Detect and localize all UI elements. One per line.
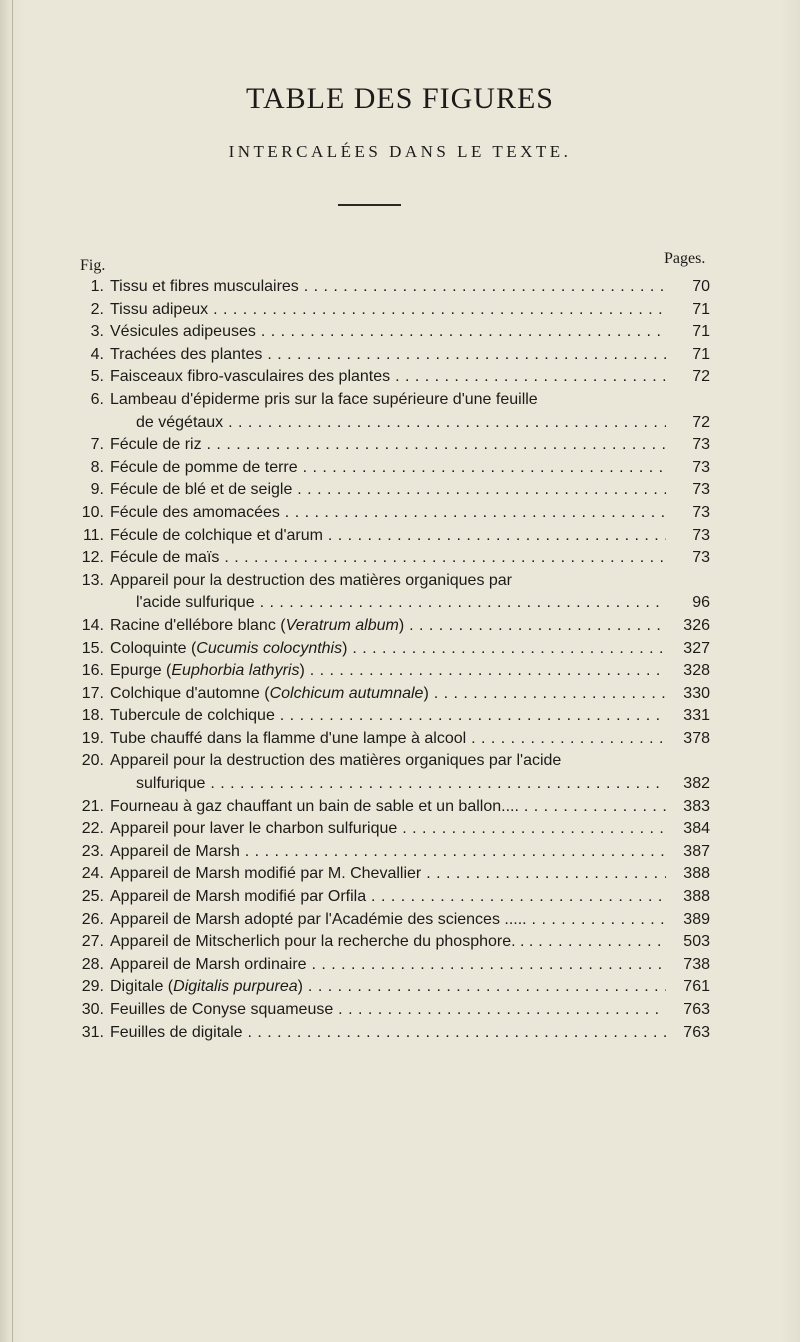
figure-entry [80,570,710,615]
caption-line [110,1022,666,1045]
caption-text: Tissu adipeux [110,300,209,318]
caption-text: Racine d'ellébore blanc ( [110,616,286,634]
figure-caption [110,999,666,1022]
figure-entry [80,660,710,683]
figure-caption [110,276,666,299]
figure-caption [110,502,666,525]
caption-text: Tubercule de colchique [110,707,275,725]
figure-caption [110,389,666,434]
caption-text: Lambeau d'épiderme pris sur la face supérieure d'une feuille [110,390,538,408]
figure-caption [110,570,666,615]
page-number: 73 [692,481,710,499]
figure-entry [80,750,710,795]
page-number: 387 [683,842,710,860]
caption-line [110,570,666,593]
figure-caption [110,615,666,638]
figure-number: 31. [81,1023,104,1041]
figure-entry [80,276,710,299]
figure-entry [80,705,710,728]
figure-entry [80,502,710,525]
caption-text-end: ) [299,662,305,680]
species-name: Veratrum album [285,616,399,634]
caption-text: sulfurique [136,775,206,793]
figure-caption [110,796,666,819]
figure-number: 4. [90,345,104,363]
figure-caption [110,750,666,795]
caption-line [110,366,666,389]
figure-caption [110,976,666,999]
caption-text: Trachées des plantes [110,345,263,363]
caption-continuation [110,773,666,796]
figure-entry [80,931,710,954]
page-number: 72 [692,413,710,431]
figure-number: 22. [81,820,104,838]
figure-entry [80,818,710,841]
caption-line [110,954,666,977]
caption-line [110,525,666,548]
figure-number: 19. [81,729,104,747]
figure-number: 7. [90,436,104,454]
figure-caption [110,344,666,367]
page-number: 71 [692,300,710,318]
title-rule-divider [338,204,401,206]
figure-caption [110,638,666,661]
figure-caption [110,1022,666,1045]
figure-entry [80,1022,710,1045]
figure-caption [110,457,666,480]
figure-caption [110,728,666,751]
figure-entry [80,389,710,434]
page-number: 73 [692,503,710,521]
figure-number: 27. [81,933,104,951]
page-number: 331 [683,707,710,725]
caption-line [110,660,666,683]
page-number: 382 [683,775,710,793]
caption-text: de végétaux [136,413,224,431]
page-number: 73 [692,549,710,567]
figure-number: 28. [81,955,104,973]
figure-number: 1. [90,278,104,295]
page-number: 388 [683,865,710,883]
figure-caption [110,299,666,322]
caption-text: Fécule de colchique et d'arum [110,526,323,544]
figure-number: 2. [90,300,104,318]
page-subtitle: INTERCALÉES DANS LE TEXTE. [228,142,572,161]
species-name: Digitalis purpurea [173,978,298,996]
caption-line [110,728,666,751]
figure-entry [80,366,710,389]
page-number: 73 [692,458,710,476]
figure-number: 9. [90,481,104,499]
figure-number: 18. [81,707,104,725]
caption-text: Fécule de blé et de seigle [110,481,293,499]
caption-continuation [110,592,666,615]
figure-entry [80,909,710,932]
page-number: 503 [683,933,710,951]
caption-continuation [110,412,666,435]
figure-entry [80,638,710,661]
page-number: 328 [683,662,710,680]
figure-number: 26. [81,910,104,928]
figure-number: 21. [81,797,104,815]
fig-column-heading: Fig. [80,257,106,274]
figure-number: 24. [81,865,104,883]
figure-entry [80,547,710,570]
figure-caption [110,547,666,570]
figure-caption [110,660,666,683]
figure-number: 23. [81,842,104,860]
caption-text: Appareil pour la destruction des matières organiques par l'acide [110,752,562,770]
figure-entry [80,457,710,480]
caption-text: Appareil de Marsh ordinaire [110,955,307,973]
figure-number: 6. [90,390,104,408]
figure-caption [110,683,666,706]
caption-text: Faisceaux fibro-vasculaires des plantes [110,368,391,386]
figure-entry [80,525,710,548]
caption-line [110,457,666,480]
caption-line [110,479,666,502]
figure-number: 29. [81,978,104,996]
figure-caption [110,366,666,389]
figure-entry [80,479,710,502]
caption-line [110,321,666,344]
caption-text-end: ) [297,978,303,996]
page-number: 96 [692,594,710,612]
figure-caption [110,525,666,548]
figure-list [80,276,710,1044]
caption-text: Vésicules adipeuses [110,323,256,341]
pages-column-heading: Pages. [664,250,706,267]
caption-line [110,434,666,457]
figure-entry [80,976,710,999]
caption-text: l'acide sulfurique [136,594,255,612]
caption-text: Digitale ( [110,978,174,996]
figure-number: 3. [90,323,104,341]
caption-text: Fécule des amomacées [110,503,280,521]
caption-line [110,909,666,932]
species-name: Colchicum autumnale [269,684,424,702]
caption-line [110,276,666,299]
page-number: 73 [692,436,710,454]
figure-entry [80,299,710,322]
caption-text: Appareil de Marsh modifié par Orfila [110,888,367,906]
figure-caption [110,818,666,841]
figure-entry [80,886,710,909]
caption-text: Appareil de Marsh [110,842,240,860]
page-number: 71 [692,345,710,363]
caption-text: Fourneau à gaz chauffant un bain de sable et un ballon.... [110,797,519,815]
figure-entry [80,796,710,819]
caption-line [110,931,666,954]
figure-number: 13. [81,571,104,589]
caption-text: Coloquinte ( [110,639,197,657]
figure-number: 14. [81,616,104,634]
caption-text: Appareil de Marsh adopté par l'Académie des sciences ..... [110,910,527,928]
figure-number: 11. [82,526,104,544]
page-number: 388 [683,888,710,906]
caption-text: Appareil de Mitscherlich pour la recherche du phosphore. . . [110,933,534,951]
figure-entry [80,954,710,977]
page-number: 383 [683,797,710,815]
caption-line [110,750,666,773]
page-number: 738 [683,955,710,973]
page-number: 70 [692,278,710,295]
figure-number: 15. [81,639,104,657]
page-title: TABLE DES FIGURES [246,82,554,115]
caption-line [110,344,666,367]
caption-line [110,547,666,570]
caption-text: Appareil pour la destruction des matières organiques par [110,571,513,589]
caption-text-end: ) [398,616,405,634]
figure-caption [110,321,666,344]
caption-text-end: ) [342,639,348,657]
figure-caption [110,863,666,886]
page-number: 763 [683,1001,710,1018]
caption-line [110,638,666,661]
page-number: 763 [683,1023,710,1041]
caption-text: Appareil pour laver le charbon sulfurique [110,820,398,838]
caption-line [110,841,666,864]
figure-caption [110,841,666,864]
figure-number: 20. [81,752,104,770]
caption-text: Colchique d'automne ( [110,684,270,702]
page-number: 71 [692,323,710,341]
figure-entry [80,999,710,1022]
figure-caption [110,705,666,728]
caption-line [110,299,666,322]
figure-caption [110,479,666,502]
caption-line [110,389,666,412]
page-number: 761 [683,978,710,996]
caption-line [110,886,666,909]
caption-text: Feuilles de digitale [110,1023,243,1041]
page-number: 378 [683,729,710,747]
caption-text: Epurge ( [110,662,172,680]
caption-text: Feuilles de Conyse squameuse [110,1001,334,1018]
caption-line [110,999,666,1022]
caption-line [110,683,666,706]
page-binding-edge [0,0,13,1342]
species-name: Euphorbia lathyris [171,662,300,680]
page-number: 327 [683,639,710,657]
page-number: 72 [692,368,710,386]
page-number: 384 [683,820,710,838]
figure-number: 25. [81,888,104,906]
figure-entry [80,321,710,344]
figure-caption [110,886,666,909]
figure-caption [110,954,666,977]
figure-number: 16. [81,662,104,680]
page-number: 389 [683,910,710,928]
figure-entry [80,344,710,367]
caption-text: Fécule de pomme de terre [110,458,298,476]
caption-text: Appareil de Marsh modifié par M. Chevallier [110,865,422,883]
caption-text: Tube chauffé dans la flamme d'une lampe à alcool [110,729,467,747]
caption-line [110,615,666,638]
figure-caption [110,931,666,954]
figure-number: 12. [81,549,104,567]
figure-number: 17. [81,684,104,702]
species-name: Cucumis colocynthis [196,639,343,657]
page-number: 326 [683,616,710,634]
caption-text: Fécule de riz [110,436,202,454]
page-number: 73 [692,526,710,544]
caption-line [110,863,666,886]
caption-text-end: ) [423,684,429,702]
figure-number: 5. [90,368,104,386]
caption-line [110,796,666,819]
caption-text: Tissu et fibres musculaires [110,278,299,295]
caption-line [110,705,666,728]
figure-caption [110,434,666,457]
figure-entry [80,841,710,864]
figure-number: 10. [81,503,104,521]
figure-entry [80,863,710,886]
caption-text: Fécule de maïs [110,549,220,567]
caption-line [110,976,666,999]
figure-entry [80,683,710,706]
figure-caption [110,909,666,932]
figure-entry [80,615,710,638]
caption-line [110,502,666,525]
figure-number: 8. [90,458,104,476]
figure-entry [80,728,710,751]
caption-line [110,818,666,841]
figure-number: 30. [81,1001,104,1018]
figure-entry [80,434,710,457]
page-number: 330 [683,684,710,702]
